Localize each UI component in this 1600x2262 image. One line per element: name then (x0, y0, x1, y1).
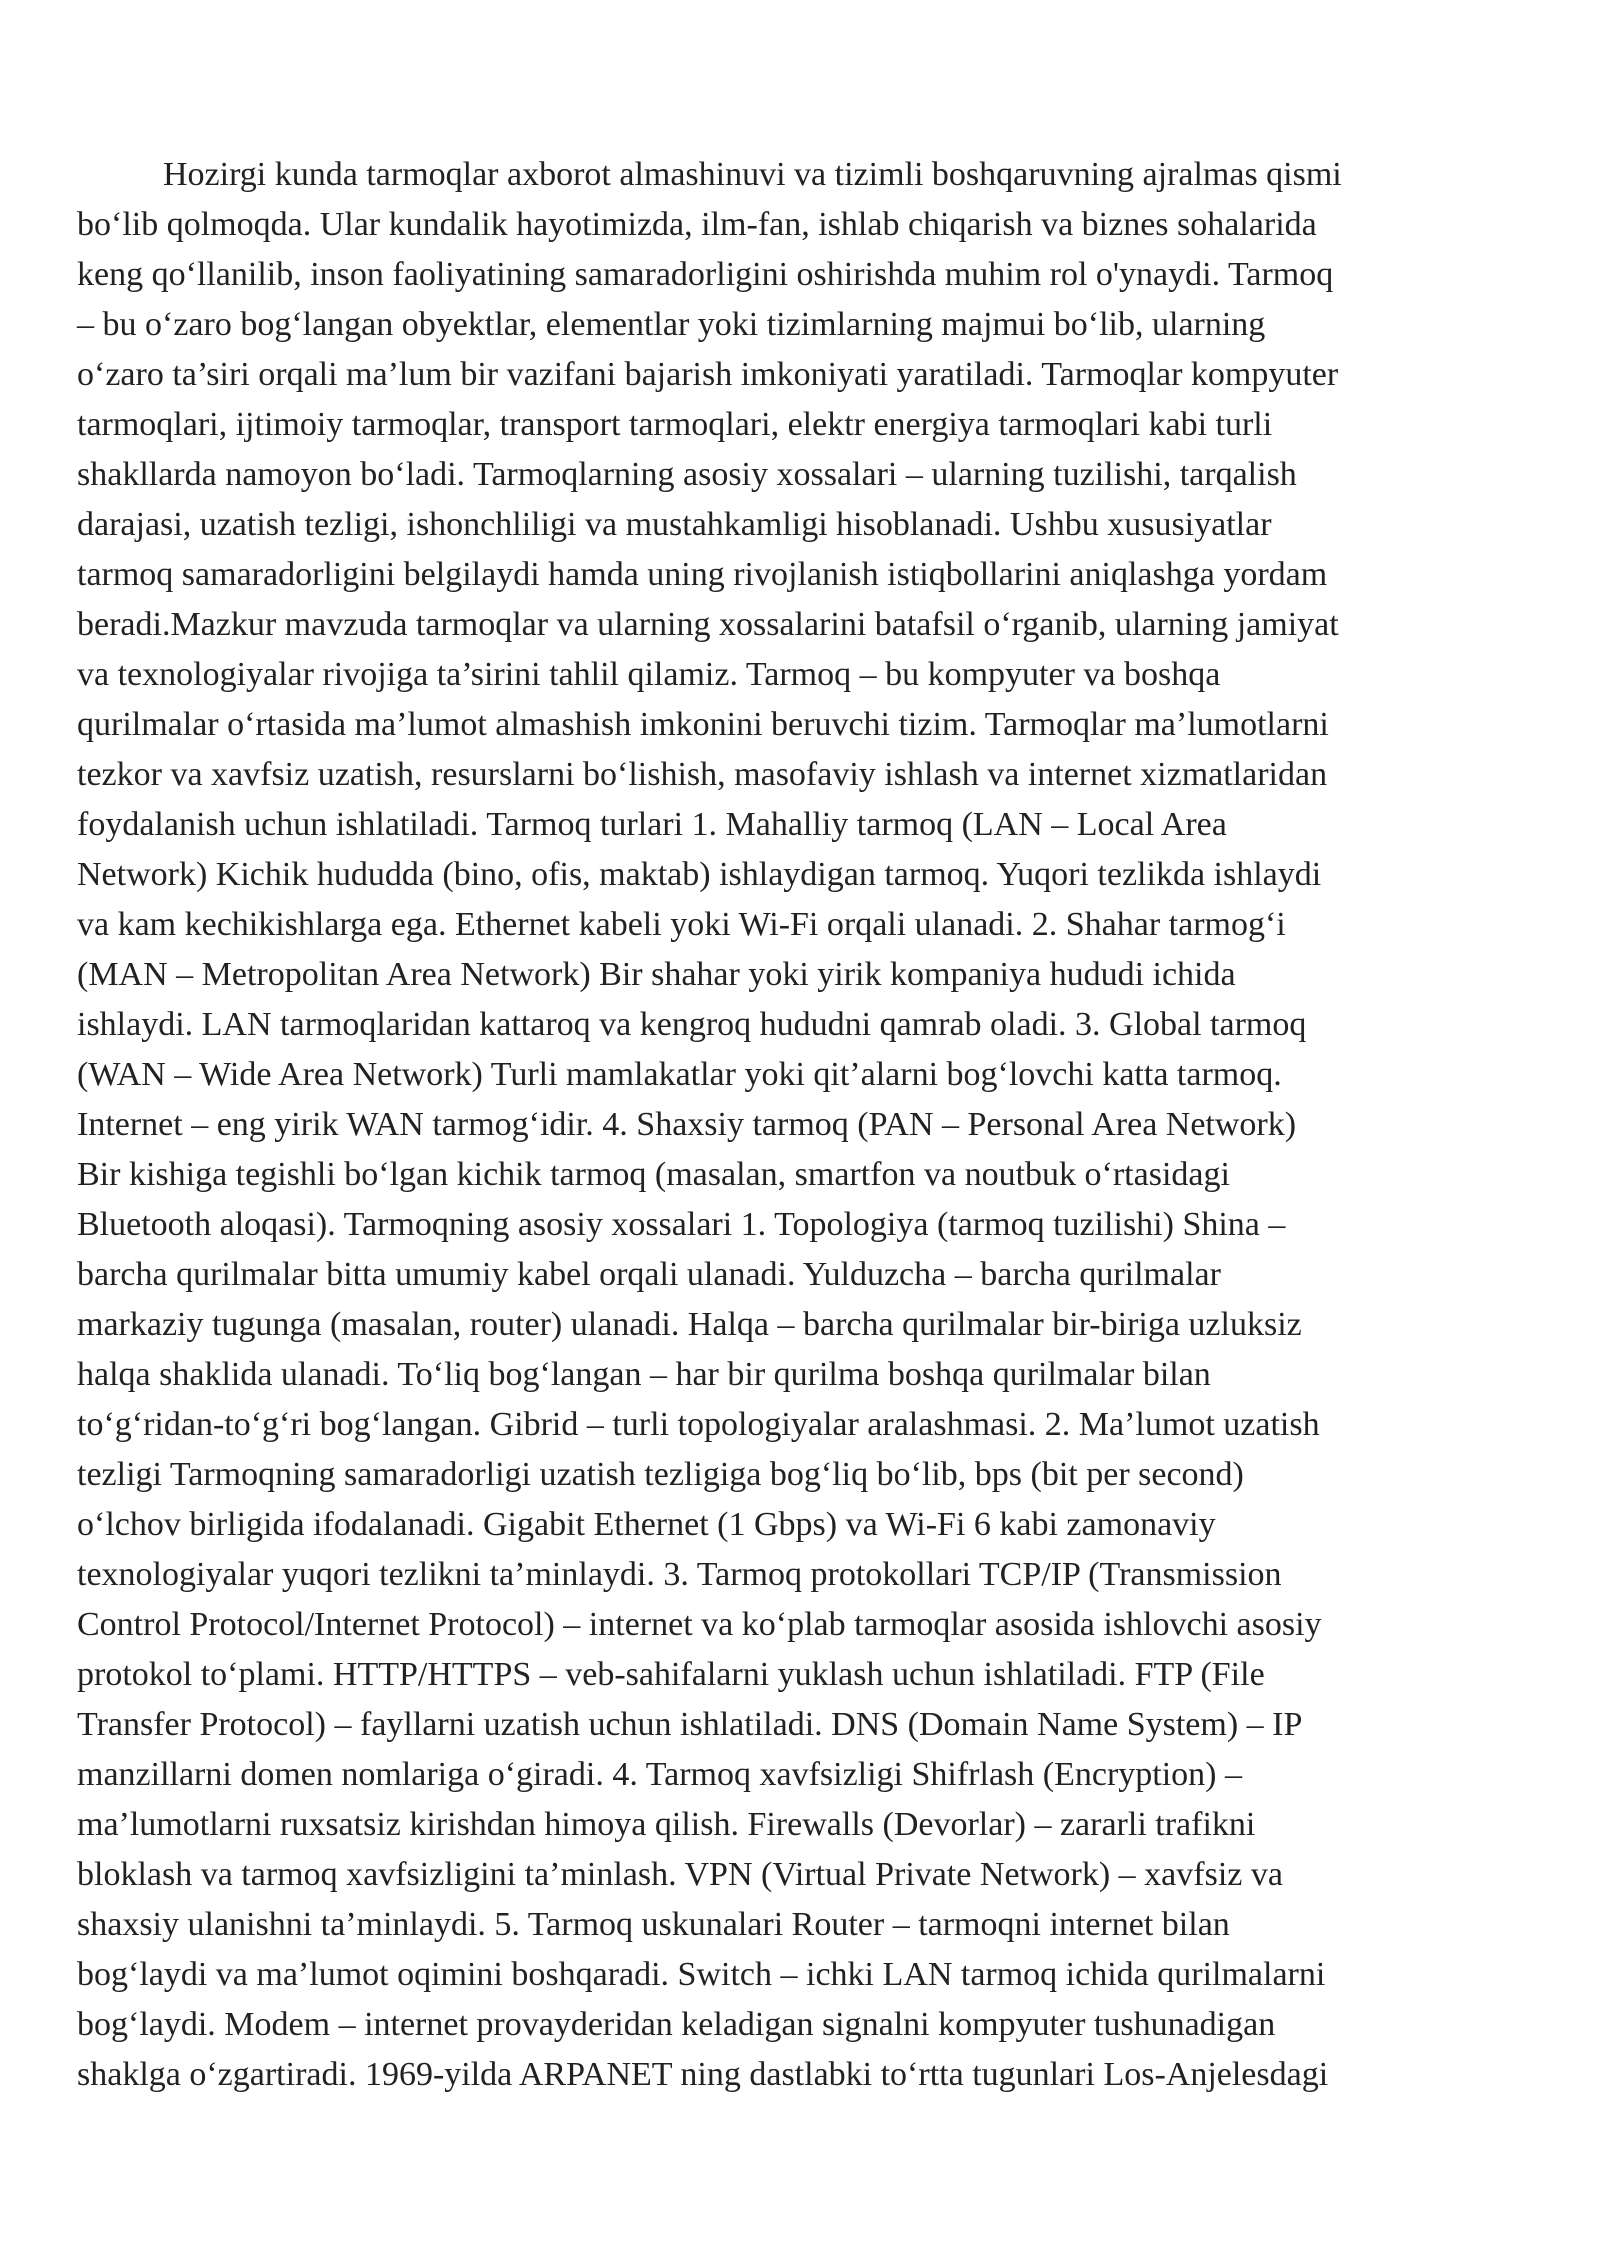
text-line-37: bog‘laydi va ma’lumot oqimini boshqaradi. Switch – ichki LAN tarmoq ichida qurilmalarni (77, 1956, 1326, 1993)
text-line-25: halqa shaklida ulanadi. To‘liq bog‘langan – har bir qurilma boshqa qurilmalar bilan (77, 1356, 1211, 1393)
text-line-7: shakllarda namoyon bo‘ladi. Tarmoqlarning asosiy xossalari – ularning tuzilishi, tarqalish (77, 456, 1297, 493)
text-line-10: beradi.Mazkur mavzuda tarmoqlar va ularning xossalarini batafsil o‘rganib, ularning jamiyat (77, 606, 1339, 643)
text-line-38: bog‘laydi. Modem – internet provayderidan keladigan signalni kompyuter tushunadigan (77, 2006, 1276, 2043)
text-line-18: ishlaydi. LAN tarmoqlaridan kattaroq va kengroq hududni qamrab oladi. 3. Global tarmoq (77, 1006, 1307, 1043)
text-line-35: bloklash va tarmoq xavfsizligini ta’minlash. VPN (Virtual Private Network) – xavfsiz va (77, 1856, 1283, 1893)
text-line-33: manzillarni domen nomlariga o‘giradi. 4. Tarmoq xavfsizligi Shifrlash (Encryption) – (77, 1756, 1242, 1793)
text-line-12: qurilmalar o‘rtasida ma’lumot almashish imkonini beruvchi tizim. Tarmoqlar ma’lumotlarni (77, 706, 1329, 743)
text-line-4: – bu o‘zaro bog‘langan obyektlar, elementlar yoki tizimlarning majmui bo‘lib, ularning (77, 306, 1266, 343)
text-line-20: Internet – eng yirik WAN tarmog‘idir. 4. Shaxsiy tarmoq (PAN – Personal Area Network) (77, 1106, 1297, 1143)
text-line-26: to‘g‘ridan-to‘g‘ri bog‘langan. Gibrid – turli topologiyalar aralashmasi. 2. Ma’lumot uzatish (77, 1406, 1320, 1443)
text-line-1: Hozirgi kunda tarmoqlar axborot almashinuvi va tizimli boshqaruvning ajralmas qismi (163, 156, 1342, 193)
text-line-13: tezkor va xavfsiz uzatish, resurslarni bo‘lishish, masofaviy ishlash va internet xizmatlaridan (77, 756, 1328, 793)
text-line-24: markaziy tugunga (masalan, router) ulanadi. Halqa – barcha qurilmalar bir-biriga uzluksiz (77, 1306, 1302, 1343)
text-line-27: tezligi Tarmoqning samaradorligi uzatish tezligiga bog‘liq bo‘lib, bps (bit per second) (77, 1456, 1244, 1493)
text-line-5: o‘zaro ta’siri orqali ma’lum bir vazifani bajarish imkoniyati yaratiladi. Tarmoqlar kompyuter (77, 356, 1339, 393)
text-line-32: Transfer Protocol) – fayllarni uzatish uchun ishlatiladi. DNS (Domain Name System) – IP (77, 1706, 1303, 1743)
text-line-17: (MAN – Metropolitan Area Network) Bir shahar yoki yirik kompaniya hududi ichida (77, 956, 1236, 993)
text-line-39: shaklga o‘zgartiradi. 1969-yilda ARPANET ning dastlabki to‘rtta tugunlari Los-Anjelesdagi (77, 2056, 1329, 2093)
text-line-21: Bir kishiga tegishli bo‘lgan kichik tarmoq (masalan, smartfon va noutbuk o‘rtasidagi (77, 1156, 1230, 1193)
text-line-15: Network) Kichik hududda (bino, ofis, maktab) ishlaydigan tarmoq. Yuqori tezlikda ishlaydi (77, 856, 1322, 893)
text-line-22: Bluetooth aloqasi). Tarmoqning asosiy xossalari 1. Topologiya (tarmoq tuzilishi) Shina – (77, 1206, 1286, 1243)
text-line-11: va texnologiyalar rivojiga ta’sirini tahlil qilamiz. Tarmoq – bu kompyuter va boshqa (77, 656, 1221, 693)
text-line-19: (WAN – Wide Area Network) Turli mamlakatlar yoki qit’alarni bog‘lovchi katta tarmoq. (77, 1056, 1282, 1093)
text-line-6: tarmoqlari, ijtimoiy tarmoqlar, transport tarmoqlari, elektr energiya tarmoqlari kabi turli (77, 406, 1273, 443)
text-line-36: shaxsiy ulanishni ta’minlaydi. 5. Tarmoq uskunalari Router – tarmoqni internet bilan (77, 1906, 1230, 1943)
text-line-30: Control Protocol/Internet Protocol) – internet va ko‘plab tarmoqlar asosida ishlovchi asosiy (77, 1606, 1322, 1643)
text-line-8: darajasi, uzatish tezligi, ishonchliligi va mustahkamligi hisoblanadi. Ushbu xususiyatlar (77, 506, 1272, 543)
text-line-14: foydalanish uchun ishlatiladi. Tarmoq turlari 1. Mahalliy tarmoq (LAN – Local Area (77, 806, 1227, 843)
text-line-29: texnologiyalar yuqori tezlikni ta’minlaydi. 3. Tarmoq protokollari TCP/IP (Transmission (77, 1556, 1282, 1593)
body-paragraph (77, 150, 1497, 2100)
text-line-2: bo‘lib qolmoqda. Ular kundalik hayotimizda, ilm-fan, ishlab chiqarish va biznes sohalarida (77, 206, 1317, 243)
text-line-23: barcha qurilmalar bitta umumiy kabel orqali ulanadi. Yulduzcha – barcha qurilmalar (77, 1256, 1221, 1293)
text-line-34: ma’lumotlarni ruxsatsiz kirishdan himoya qilish. Firewalls (Devorlar) – zararli trafikni (77, 1806, 1256, 1843)
text-line-3: keng qo‘llanilib, inson faoliyatining samaradorligini oshirishda muhim rol o'ynaydi. Tarmoq (77, 256, 1334, 293)
text-line-9: tarmoq samaradorligini belgilaydi hamda uning rivojlanish istiqbollarini aniqlashga yordam (77, 556, 1328, 593)
text-line-16: va kam kechikishlarga ega. Ethernet kabeli yoki Wi-Fi orqali ulanadi. 2. Shahar tarmog‘i (77, 906, 1286, 943)
text-line-31: protokol to‘plami. HTTP/HTTPS – veb-sahifalarni yuklash uchun ishlatiladi. FTP (File (77, 1656, 1265, 1693)
text-line-28: o‘lchov birligida ifodalanadi. Gigabit Ethernet (1 Gbps) va Wi-Fi 6 kabi zamonaviy (77, 1506, 1216, 1543)
